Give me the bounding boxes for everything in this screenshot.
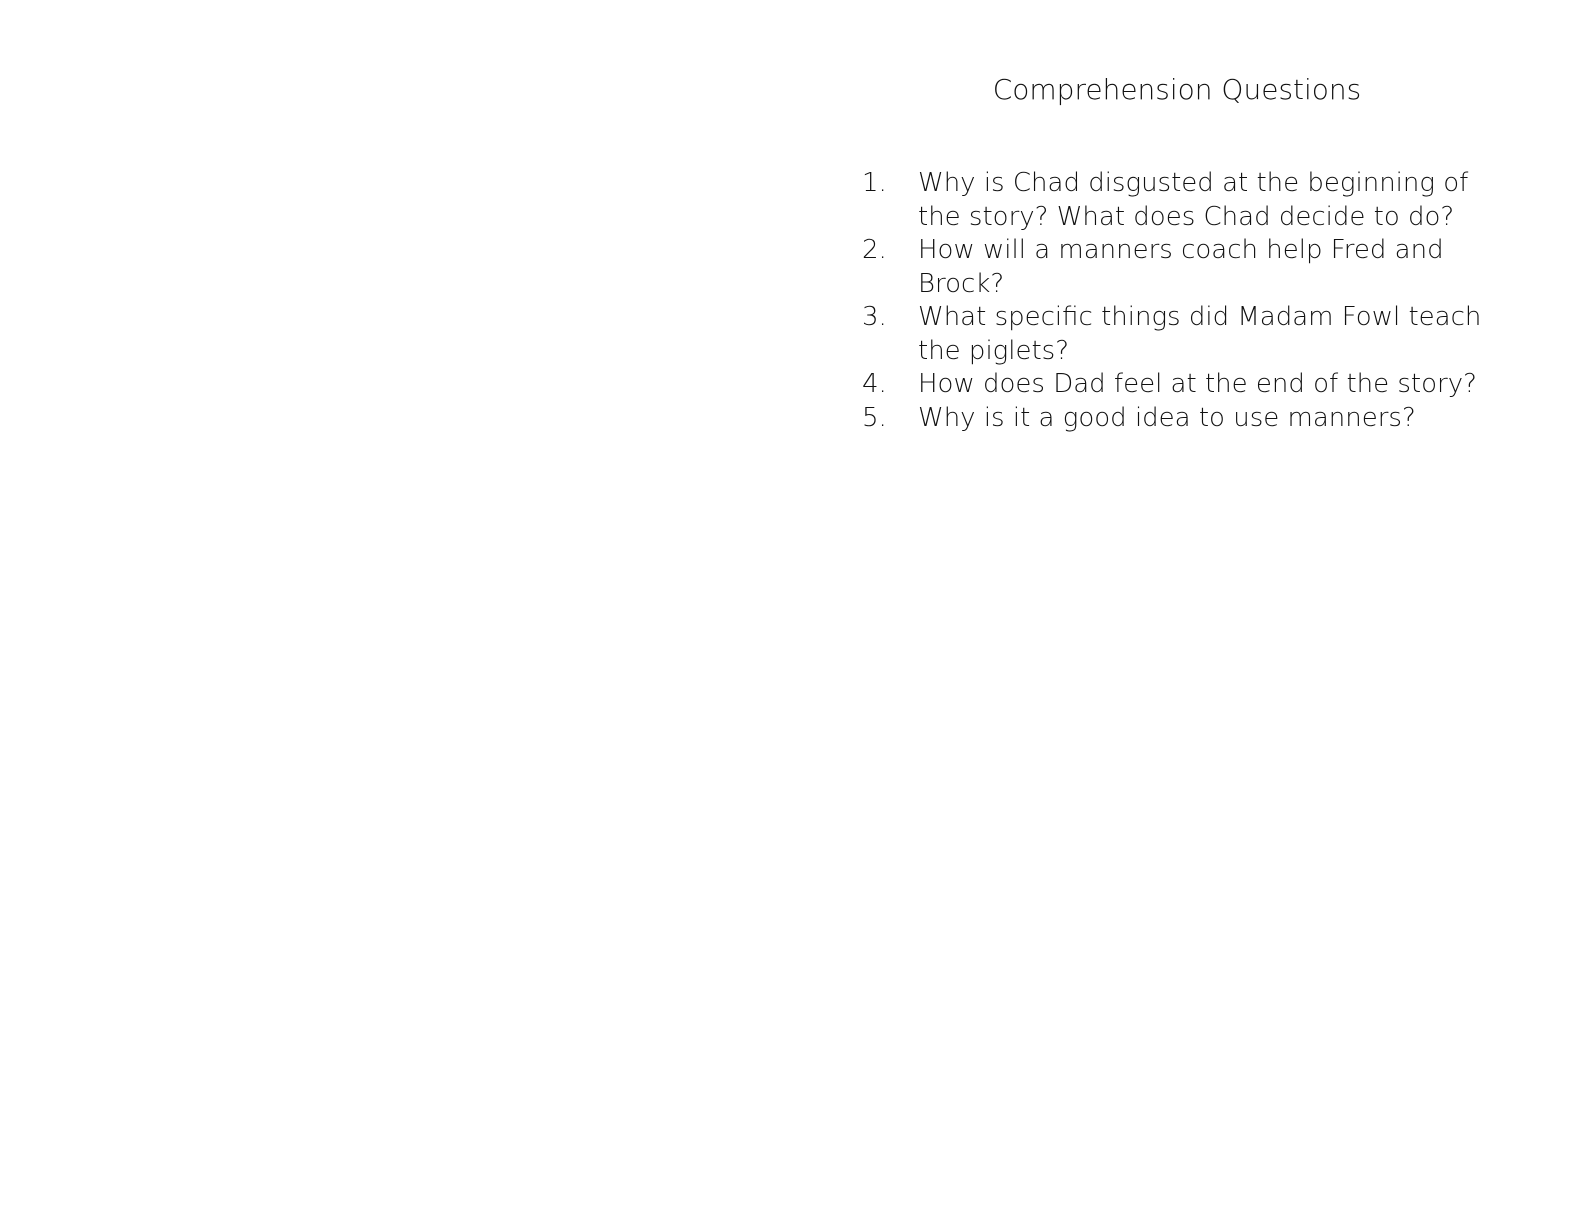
question-item xyxy=(862,301,1562,368)
question-text: How does Dad feel at the end of the story? xyxy=(918,369,1477,399)
question-text-line: the piglets? xyxy=(918,335,1070,366)
question-text-line: the story? What does Chad decide to do? xyxy=(918,201,1455,232)
comprehension-panel xyxy=(862,0,1562,1224)
question-number: 4. xyxy=(862,369,887,399)
question-text xyxy=(918,167,1528,234)
question-text-line: What specific things did Madam Fowl teach xyxy=(918,302,1482,332)
question-item xyxy=(862,402,1562,436)
question-text-line: How will a manners coach help Fred and xyxy=(918,235,1444,265)
question-text: Why is it a good idea to use manners? xyxy=(918,402,1416,433)
question-item xyxy=(862,167,1562,234)
question-number: 2. xyxy=(862,235,887,265)
question-number: 3. xyxy=(862,302,887,332)
page-title: Comprehension Questions xyxy=(992,73,1362,106)
question-text xyxy=(918,234,1528,301)
question-text xyxy=(918,301,1528,368)
questions-list xyxy=(862,167,1562,435)
question-text-line: Brock? xyxy=(918,268,1005,299)
question-number: 5. xyxy=(862,402,887,433)
question-item xyxy=(862,234,1562,301)
question-item xyxy=(862,368,1562,402)
question-text-line: Why is Chad disgusted at the beginning of xyxy=(918,168,1469,198)
question-number: 1. xyxy=(862,168,887,198)
